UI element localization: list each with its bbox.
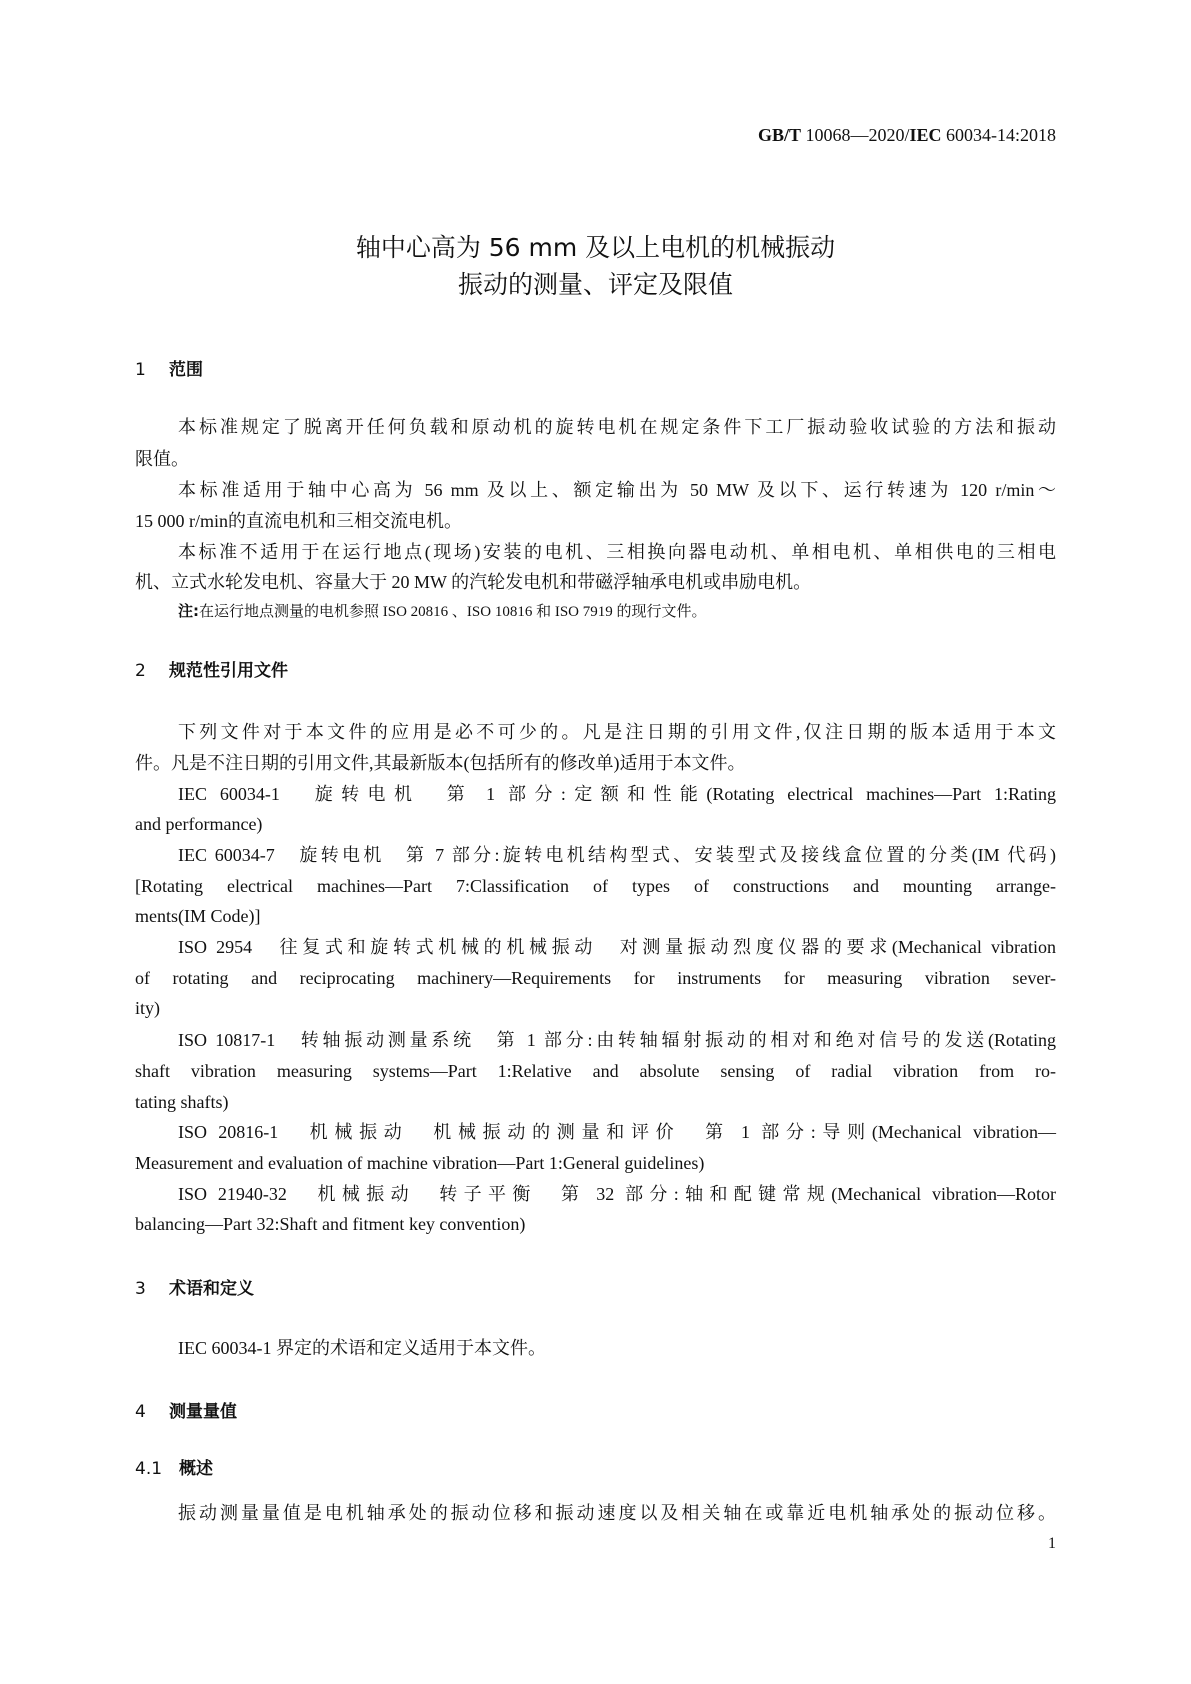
standard-number <box>758 125 1056 146</box>
text-line: 15 000 r/min的直流电机和三相交流电机。 <box>135 511 462 531</box>
text-line: 本标准不适用于在运行地点(现场)安装的电机、三相换向器电动机、单相电机、单相供电的三相电 <box>178 542 1056 562</box>
iec-code: IEC <box>909 125 942 145</box>
note-text: 在运行地点测量的电机参照 ISO 20816 、ISO 10816 和 ISO 7919 的现行文件。 <box>199 604 707 620</box>
section-4-heading <box>135 1397 237 1422</box>
text-line: 下列文件对于本文件的应用是必不可少的。凡是注日期的引用文件,仅注日期的版本适用于本文 <box>178 722 1056 742</box>
note <box>178 600 707 621</box>
title-line-1: 轴中心高为 56 mm 及以上电机的机械振动 <box>355 233 836 262</box>
section-title: 规范性引用文件 <box>169 661 288 681</box>
reference-line: ISO 21940-32 机械振动 转子平衡 第 32 部分:轴和配键常规(Mechanical vibration—Rotor <box>178 1184 1056 1204</box>
reference-line: ISO 2954 往复式和旋转式机械的机械振动 对测量振动烈度仪器的要求(Mechanical vibration <box>178 937 1056 957</box>
std-code: GB/T <box>757 125 801 145</box>
reference-line: balancing—Part 32:Shaft and fitment key convention) <box>135 1214 526 1234</box>
text-line: 件。凡是不注日期的引用文件,其最新版本(包括所有的修改单)适用于本文件。 <box>135 753 746 773</box>
section-2-heading <box>135 656 288 681</box>
reference-line: and performance) <box>135 814 263 834</box>
reference-line: ments(IM Code)] <box>135 906 261 926</box>
section-title: 概述 <box>179 1459 213 1479</box>
reference-line: shaft vibration measuring systems—Part 1:Relative and absolute sensing of radial vibration from ro- <box>135 1061 1056 1081</box>
section-title: 术语和定义 <box>169 1279 254 1299</box>
reference-line: IEC 60034-7 旋转电机 第 7 部分:旋转电机结构型式、安装型式及接线盒位置的分类(IM 代码) <box>178 845 1056 865</box>
std-year: 10068—2020/ <box>800 125 910 145</box>
text-line: 限值。 <box>135 449 189 469</box>
text-line: 机、立式水轮发电机、容量大于 20 MW 的汽轮发电机和带磁浮轴承电机或串励电机。 <box>135 572 812 592</box>
text-line: 本标准适用于轴中心高为 56 mm 及以上、额定输出为 50 MW 及以下、运行转速为 120 r/min～ <box>178 480 1056 500</box>
section-3-heading <box>135 1274 254 1299</box>
reference-line: [Rotating electrical machines—Part 7:Classification of types of constructions and mounting arrange- <box>135 876 1056 896</box>
reference-line: IEC 60034-1 旋转电机 第 1 部分:定额和性能(Rotating electrical machines—Part 1:Rating <box>178 784 1056 804</box>
reference-line: tating shafts) <box>135 1092 229 1112</box>
reference-line: ISO 10817-1 转轴振动测量系统 第 1 部分:由转轴辐射振动的相对和绝对信号的发送(Rotating <box>178 1030 1056 1050</box>
section-number: 3 <box>135 1279 146 1299</box>
text-line: IEC 60034-1 界定的术语和定义适用于本文件。 <box>178 1338 546 1358</box>
text-line: 振动测量量值是电机轴承处的振动位移和振动速度以及相关轴在或靠近电机轴承处的振动位移。 <box>178 1503 1056 1523</box>
page-number: 1 <box>1048 1535 1056 1552</box>
section-4-1-heading <box>135 1454 213 1479</box>
text-line: 本标准规定了脱离开任何负载和原动机的旋转电机在规定条件下工厂振动验收试验的方法和振动 <box>178 417 1056 437</box>
section-number: 2 <box>135 661 146 681</box>
section-number: 1 <box>135 360 146 380</box>
section-title: 范围 <box>169 360 203 380</box>
section-title: 测量量值 <box>169 1402 237 1422</box>
reference-line: Measurement and evaluation of machine vibration—Part 1:General guidelines) <box>135 1153 705 1173</box>
iec-number: 60034-14:2018 <box>941 125 1056 145</box>
section-1-heading <box>135 355 203 380</box>
reference-line: ity) <box>135 998 160 1018</box>
title-line-2: 振动的测量、评定及限值 <box>457 270 733 299</box>
section-number: 4 <box>135 1402 146 1422</box>
reference-line: of rotating and reciprocating machinery—Requirements for instruments for measuring vibration sever- <box>135 968 1056 988</box>
reference-line: ISO 20816-1 机械振动 机械振动的测量和评价 第 1 部分:导则(Mechanical vibration— <box>178 1122 1056 1142</box>
section-number: 4.1 <box>135 1459 163 1479</box>
note-label: 注: <box>178 602 199 620</box>
